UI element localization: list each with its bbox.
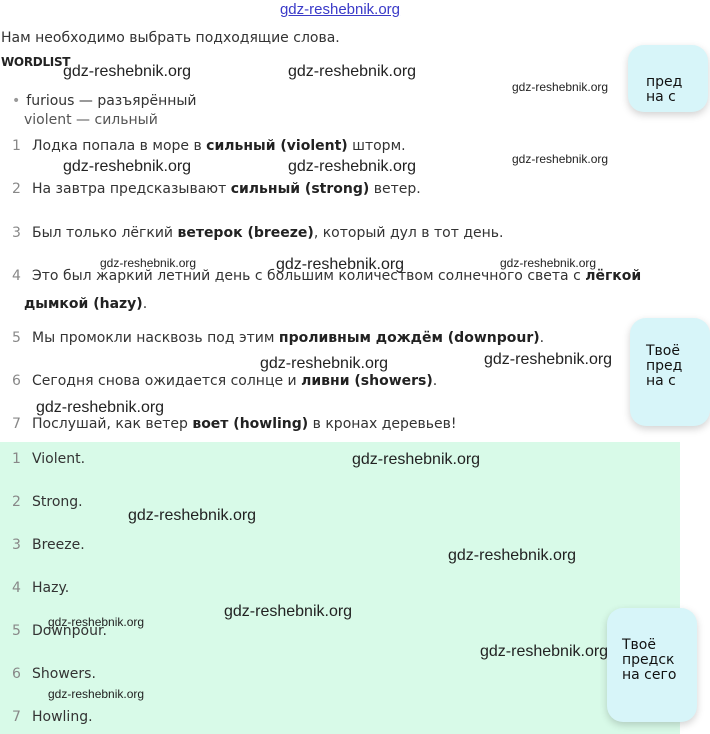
watermark: gdz-reshebnik.org	[352, 451, 481, 468]
wordlist-item-clipped: violent — сильный	[24, 112, 158, 128]
watermark: gdz-reshebnik.org	[500, 256, 597, 270]
answer-row: 7 Howling.	[12, 709, 93, 725]
intro-text: Нам необходимо выбрать подходящие слова.	[1, 30, 340, 46]
question-row: 1 Лодка попала в море в сильный (violent) шторм.	[12, 138, 406, 154]
question-row: 2 На завтра предсказывают сильный (strong) ветер.	[12, 181, 421, 197]
watermark: gdz-reshebnik.org	[288, 63, 417, 80]
wordlist-item	[12, 93, 197, 109]
watermark: gdz-reshebnik.org	[288, 158, 417, 175]
answer-row: 6 Showers.	[12, 666, 96, 682]
site-header-link[interactable]: gdz-reshebnik.org	[279, 1, 401, 18]
watermark: gdz-reshebnik.org	[128, 507, 257, 524]
watermark: gdz-reshebnik.org	[512, 80, 609, 94]
promo-card[interactable]: Твоё пред на с	[630, 318, 710, 426]
watermark: gdz-reshebnik.org	[48, 615, 145, 629]
promo-card[interactable]: пред на с	[628, 45, 708, 112]
watermark: gdz-reshebnik.org	[48, 687, 145, 701]
bullet-icon: •	[12, 93, 21, 109]
answer-row: 5 Downpour.	[12, 623, 107, 639]
watermark: gdz-reshebnik.org	[36, 399, 165, 416]
question-row: 7 Послушай, как ветер воет (howling) в кронах деревьев!	[12, 416, 457, 432]
watermark: gdz-reshebnik.org	[480, 643, 609, 660]
question-row: 6 Сегодня снова ожидается солнце и ливни (showers).	[12, 373, 438, 389]
watermark: gdz-reshebnik.org	[448, 547, 577, 564]
question-row: 4 Это был жаркий летний день с большим количеством солнечного света с лёгкой дымкой (hazy).	[12, 268, 642, 312]
wordlist-title: WORDLIST	[1, 55, 71, 69]
question-row: 3 Был только лёгкий ветерок (breeze), который дул в тот день.	[12, 225, 504, 241]
watermark: gdz-reshebnik.org	[260, 355, 389, 372]
answer-row: 3 Breeze.	[12, 537, 85, 553]
question-row: 5 Мы промокли насквозь под этим проливным дождём (downpour).	[12, 330, 545, 346]
watermark: gdz-reshebnik.org	[63, 63, 192, 80]
watermark: gdz-reshebnik.org	[63, 158, 192, 175]
watermark: gdz-reshebnik.org	[276, 256, 405, 273]
wordlist-item-text: furious — разъярённый	[26, 93, 197, 109]
watermark: gdz-reshebnik.org	[484, 351, 613, 368]
watermark: gdz-reshebnik.org	[224, 603, 353, 620]
watermark: gdz-reshebnik.org	[512, 152, 609, 166]
watermark: gdz-reshebnik.org	[100, 256, 197, 270]
answer-row: 4 Hazy.	[12, 580, 70, 596]
answer-row: 2 Strong.	[12, 494, 83, 510]
promo-card[interactable]: Твоё предск на сего	[607, 608, 697, 722]
answer-row: 1 Violent.	[12, 451, 86, 467]
